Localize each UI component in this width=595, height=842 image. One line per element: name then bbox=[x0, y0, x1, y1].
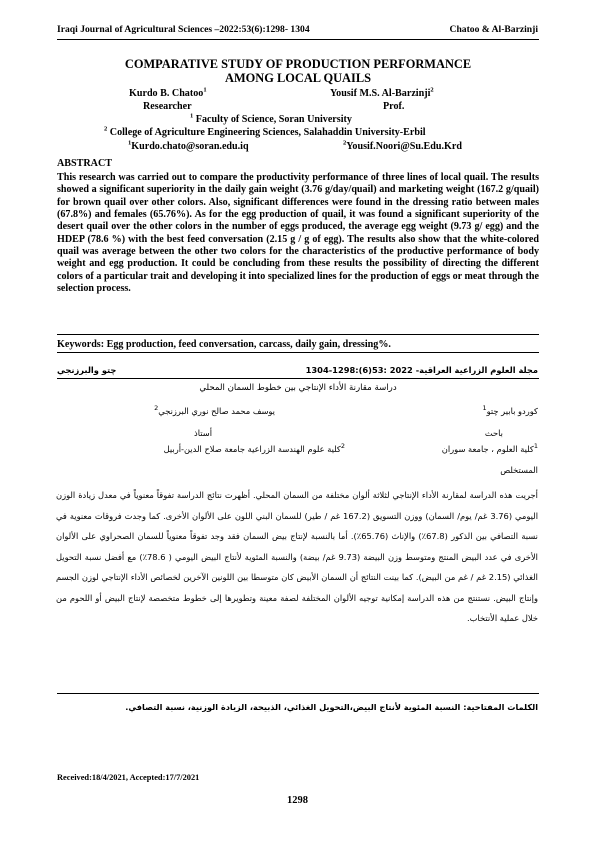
arabic-abstract-heading: المستخلص bbox=[500, 465, 538, 475]
author-2-name: Yousif M.S. Al-Barzinji$^2$ bbox=[330, 86, 434, 99]
author-1-name: Kurdo B. Chatoo$^1$ bbox=[129, 86, 207, 99]
paper-title-line-2: AMONG LOCAL QUAILS bbox=[225, 71, 371, 85]
affiliation-1: $^1$ Faculty of Science, Soran University bbox=[190, 112, 352, 125]
journal-running-header: Iraqi Journal of Agricultural Sciences –2022:53(6):1298- 1304 bbox=[57, 24, 310, 35]
author-2-role: Prof. bbox=[383, 101, 405, 112]
arabic-header-rule bbox=[57, 378, 539, 379]
arabic-title: دراسة مقارنة الأداء الإنتاجي بين خطوط السمان المحلي bbox=[199, 383, 397, 393]
header-rule bbox=[57, 39, 539, 40]
arabic-journal-header: مجلة العلوم الزراعية العراقية- 2022 :53(6):1298-1304 bbox=[305, 365, 538, 375]
arabic-abstract-divider bbox=[57, 693, 539, 694]
keywords: Keywords: Egg production, feed conversation, carcass, daily gain, dressing%. bbox=[57, 339, 391, 350]
paper-title-line-1: COMPARATIVE STUDY OF PRODUCTION PERFORMANCE bbox=[124, 57, 472, 71]
author-1-role: Researcher bbox=[143, 101, 192, 112]
arabic-abstract-body: أجريت هذه الدراسة لمقارنة الأداء الإنتاجي لثلاثة ألوان مختلفة من السمان المحلي. أظهرت نتائج الدراسة تفوقاً معنوياً في معدل زيادة الوزن اليومي (3.76 غم/ يوم/ السمان) ووزن التسويق (167.2 غم / طير) للسمان البني اللون على الألوان الأخرى. كما وجدت فروقات معنوية في نسبة التصافي بين الذكور (67.8٪) والإناث (65.76٪). أما بالنسبة لإنتاج بيض السمان فقد وجد تفوقاً معنوياً للسمان الصحراوي على الألوان الأخرى في عدد البيض المنتج ومتوسط وزن البيضة (9.73 غم/ بيضة) والنسبة المئوية لأنتاج البيض اليومي ( 78.6٪) مع أفضل نسبة التحويل الغذائي (2.15 غم / غم من البيض). كما بينت النتائج أن السمان الأبيض كان متوسطا بين اللونين الآخرين لخصائص الأداء الإنتاجي لوزن الجسم وإنتاج البيض. نستنتج من هذه الدراسة إمكانية توجيه الألوان المختلفة لصفة معينة وتطويرها إلى خطوط متخصصة لإنتاج البيض أو اللحوم من خلال عملية الأنتخاب. bbox=[56, 490, 539, 623]
arabic-authors-header: چتو والبرزنجي bbox=[57, 365, 117, 375]
arabic-author-1-role: باحث bbox=[484, 428, 503, 438]
abstract-divider bbox=[57, 334, 539, 335]
email-2[interactable]: $^2$Yousif.Noori@Su.Edu.Krd bbox=[343, 139, 462, 152]
abstract-body: This research was carried out to compare the productivity performance of three lines of local quail. The results showed a significant superiority in the daily gain weight (3.76 g/day/quail) and marketing weight (167.2 g/quail) for brown quail over other colors. Also, significant differences were found in the dressing ratio between males (67.8%) and females (65.76%). As for the egg production of quail, it was found a significant superiority of the desert quail over the other colors in the number of eggs produced, the average egg weight (9.73 g/ egg) and the HDEP (78.6 %) with the best feed conversation (2.15 g / g of egg). The results also show that the white-colored quail was average between the other two colors for the characteristics of the productive performance of body weight and egg production. It could be concluding from these results the possibility of directing the different colors of a particular trait and developing it into specialized lines for the production of eggs or meat through the selection process. bbox=[57, 172, 539, 295]
arabic-keywords: الكلمات المفتاحية: النسبة المئوية لأنتاج البيض،التحويل الغذائي، الذبيحة، الزيادة الوزنية، نسبة التصافي. bbox=[125, 702, 538, 712]
received-accepted-dates: Received:18/4/2021, Accepted:17/7/2021 bbox=[57, 773, 200, 782]
page-number: 1298 bbox=[287, 795, 308, 806]
arabic-author-1: كوردو بابير چتو$^1$ bbox=[482, 404, 538, 416]
abstract-heading: ABSTRACT bbox=[57, 158, 112, 169]
affiliation-2: $^2$ College of Agriculture Engineering Sciences, Salahaddin University-Erbil bbox=[104, 125, 426, 138]
arabic-author-2-role: أستاذ bbox=[194, 428, 212, 438]
arabic-affiliation-2: $^2$كلية علوم الهندسة الزراعية جامعة صلاح الدين-أربيل bbox=[163, 442, 345, 454]
authors-running-header: Chatoo & Al-Barzinji bbox=[449, 24, 538, 35]
arabic-author-2: يوسف محمد صالح نوري البرزنجي$^2$ bbox=[154, 404, 275, 416]
email-1[interactable]: $^1$Kurdo.chato@soran.edu.iq bbox=[128, 139, 249, 152]
arabic-affiliation-1: $^1$كلية العلوم ، جامعة سوران bbox=[441, 442, 538, 454]
keywords-divider bbox=[57, 352, 539, 353]
